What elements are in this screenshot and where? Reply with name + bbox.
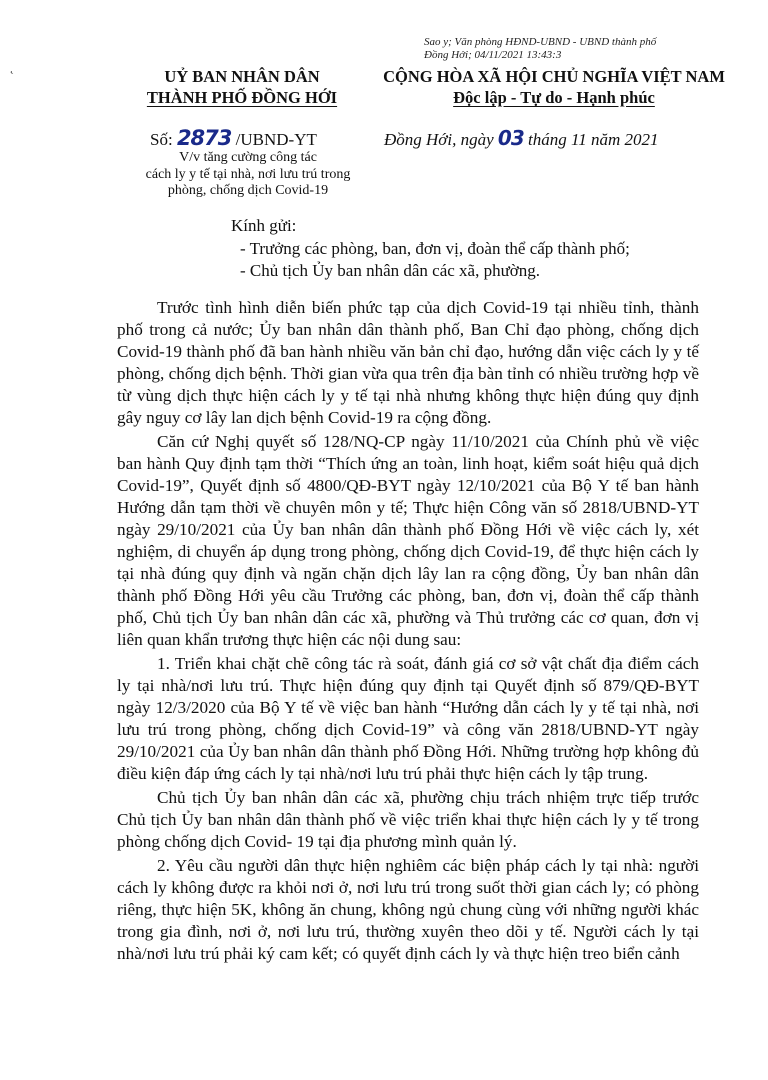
handwritten-number: 2873 (176, 126, 232, 150)
body-paragraph: Chủ tịch Ủy ban nhân dân các xã, phường chịu trách nhiệm trực tiếp trước Chủ tịch Ủy ban nhân dân thành phố về việc triển khai thực hiện cách ly y tế trong phòng chống dịch Covid- 19 tại địa phương mình quản lý. (117, 788, 699, 851)
issuing-agency (118, 66, 366, 108)
issue-date (384, 126, 659, 150)
copy-stamp-line-1: Sao y; Văn phòng HĐND-UBND - UBND thành phố (424, 36, 657, 48)
margin-mark: ˛ (10, 60, 14, 74)
document-number-suffix: /UBND-YT (231, 130, 317, 149)
agency-city: THÀNH PHỐ ĐỒNG HỚI (146, 88, 338, 107)
subject-line-3: phòng, chống dịch Covid-19 (167, 183, 329, 198)
document-body (117, 297, 699, 967)
addressee-item: - Trưởng các phòng, ban, đơn vị, đoàn thể cấp thành phố; (240, 239, 630, 258)
date-prefix: Đồng Hới, ngày (384, 130, 498, 149)
handwritten-day: 03 (497, 126, 524, 150)
body-paragraph: 2. Yêu cầu người dân thực hiện nghiêm các biện pháp cách ly tại nhà: người cách ly không được ra khỏi nơi ở, nơi lưu trú trong suốt thời gian cách ly; có phòng riêng, thực hiện 5K, không ăn chung, không ngủ chung cùng với những người khác trong gia đình, nơi ở, nơi lưu trú, thường xuyên theo dõi y tế. Người cách ly tại nhà/nơi lưu trú phải ký cam kết; có quyết định cách ly và thực hiện treo biển cảnh (117, 856, 699, 963)
agency-name: UỶ BAN NHÂN DÂN (164, 67, 320, 86)
greeting: Kính gửi: (231, 216, 297, 235)
body-paragraph: 1. Triển khai chặt chẽ công tác rà soát, đánh giá cơ sở vật chất địa điểm cách ly tại nhà/nơi lưu trú. Thực hiện đúng quy định tại Quyết định số 879/QĐ-BYT ngày 12/3/2020 của Bộ Y tế về việc ban hành “Hướng dẫn cách ly y tế tại nhà, nơi lưu trú trong phòng, chống dịch Covid-19” và công văn 2818/UBND-YT ngày 29/10/2021 của Ủy ban nhân dân thành phố Đồng Hới. Những trường hợp không đủ điều kiện đáp ứng cách ly tại nhà/nơi lưu trú phải thực hiện cách ly tập trung. (117, 654, 699, 783)
document-number-prefix: Số: (150, 130, 177, 149)
date-suffix: tháng 11 năm 2021 (523, 130, 659, 149)
nation-name: CỘNG HÒA XÃ HỘI CHỦ NGHĨA VIỆT NAM (383, 67, 725, 86)
subject-summary (120, 150, 376, 200)
subject-line-1: V/v tăng cường công tác (179, 150, 317, 165)
subject-line-2: cách ly y tế tại nhà, nơi lưu trú trong (145, 166, 351, 182)
body-paragraph: Trước tình hình diễn biến phức tạp của dịch Covid-19 tại nhiều tỉnh, thành phố trong cả nước; Ủy ban nhân dân thành phố, Ban Chỉ đạo phòng, chống dịch Covid-19 thành phố đã ban hành nhiều văn bản chỉ đạo, hướng dẫn việc cách ly y tế phòng, chống dịch bệnh. Thời gian vừa qua trên địa bàn tỉnh có nhiều trường hợp về từ vùng dịch thực hiện cách ly y tế tại nhà nhưng không thực hiện đúng quy định gây nguy cơ lây lan dịch bệnh Covid-19 ra cộng đồng. (117, 298, 699, 427)
copy-stamp (424, 36, 744, 62)
document-number (150, 126, 317, 150)
national-heading (380, 66, 728, 108)
addressee-item: - Chủ tịch Ủy ban nhân dân các xã, phường. (240, 261, 541, 280)
nation-motto: Độc lập - Tự do - Hạnh phúc (453, 88, 655, 107)
copy-stamp-line-2: Đồng Hới; 04/11/2021 13:43:3 (424, 49, 562, 61)
body-paragraph: Căn cứ Nghị quyết số 128/NQ-CP ngày 11/10/2021 của Chính phủ về việc ban hành Quy định tạm thời “Thích ứng an toàn, linh hoạt, kiểm soát hiệu quả dịch Covid-19”, Quyết định số 4800/QĐ-BYT ngày 12/10/2021 của Bộ Y tế ban hành Hướng dẫn tạm thời về chuyên môn y tế; Thực hiện Công văn số 2818/UBND-YT ngày 29/10/2021 của Ủy ban nhân dân thành phố Đồng Hới về việc cách ly, xét nghiệm, di chuyển áp dụng trong phòng, chống dịch Covid-19, để thực hiện cách ly tại nhà đúng quy định và ngăn chặn dịch lây lan ra cộng đồng, Ủy ban nhân dân thành phố Đồng Hới yêu cầu Trưởng các phòng, ban, đơn vị, đoàn thể cấp thành phố, Chủ tịch Ủy ban nhân dân các xã, phường và Thủ trưởng các cơ quan, đơn vị liên quan khẩn trương thực hiện các nội dung sau: (117, 432, 699, 649)
